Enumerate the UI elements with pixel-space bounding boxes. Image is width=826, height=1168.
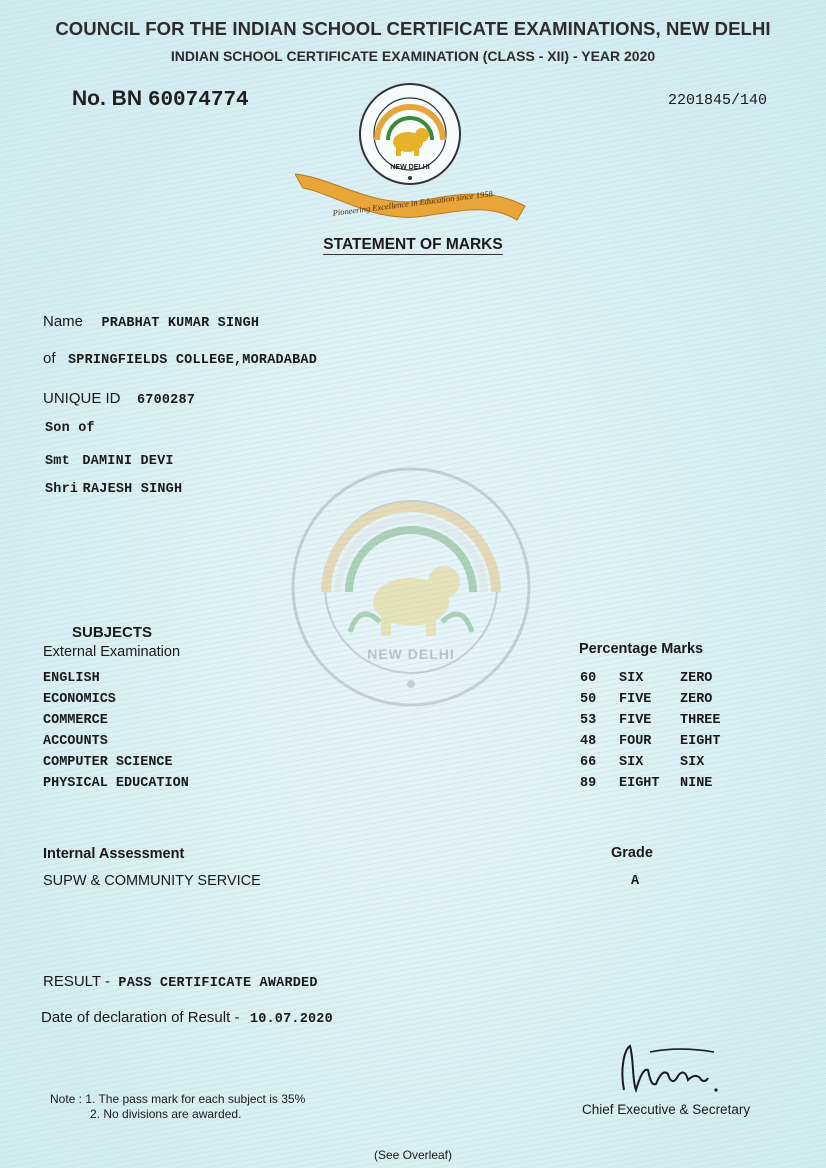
uid-row bbox=[43, 390, 195, 408]
relation-label: Son of bbox=[45, 421, 95, 436]
reference-number: 2201845/140 bbox=[668, 92, 768, 109]
marks-words-units: ZERO bbox=[680, 671, 713, 686]
subject-name: ACCOUNTS bbox=[43, 734, 108, 749]
marks-words-tens: SIX bbox=[619, 755, 644, 770]
candidate-name: PRABHAT KUMAR SINGH bbox=[101, 316, 260, 331]
father-name: RAJESH SINGH bbox=[82, 482, 183, 497]
grade-heading: Grade bbox=[611, 845, 653, 861]
uid-label: UNIQUE ID bbox=[43, 390, 121, 407]
marks-words-tens: FIVE bbox=[619, 692, 652, 707]
marks-words-units: NINE bbox=[680, 776, 713, 791]
supw-grade: A bbox=[631, 874, 640, 889]
logo-ribbon-text: Pioneering Excellence in Education since 1958 bbox=[332, 188, 494, 218]
subject-name: COMPUTER SCIENCE bbox=[43, 755, 173, 770]
council-title: COUNCIL FOR THE INDIAN SCHOOL CERTIFICATE EXAMINATIONS, NEW DELHI bbox=[55, 18, 771, 39]
result-label: RESULT - bbox=[43, 973, 110, 990]
father-prefix: Shri bbox=[45, 482, 79, 497]
signatory-title: Chief Executive & Secretary bbox=[582, 1102, 751, 1117]
declaration-label: Date of declaration of Result - bbox=[41, 1009, 240, 1026]
statement-title bbox=[0, 236, 826, 254]
subject-name: PHYSICAL EDUCATION bbox=[43, 776, 189, 791]
subject-marks: 60 bbox=[580, 671, 597, 686]
name-row bbox=[43, 313, 259, 331]
uid-value: 6700287 bbox=[136, 393, 196, 408]
result-value: PASS CERTIFICATE AWARDED bbox=[118, 976, 318, 991]
subject-marks: 89 bbox=[580, 776, 597, 791]
subject-name: COMMERCE bbox=[43, 713, 108, 728]
watermark-emblem bbox=[286, 462, 536, 712]
subject-name: ENGLISH bbox=[43, 671, 100, 686]
mother-prefix: Smt bbox=[45, 454, 70, 469]
subject-marks: 50 bbox=[580, 692, 597, 707]
marks-words-units: EIGHT bbox=[680, 734, 721, 749]
certificate-number bbox=[72, 87, 249, 112]
declaration-row bbox=[41, 1009, 333, 1027]
logo-city: NEW DELHI bbox=[390, 164, 430, 171]
marks-words-tens: SIX bbox=[619, 671, 644, 686]
watermark-city: NEW DELHI bbox=[367, 646, 455, 662]
subject-marks: 66 bbox=[580, 755, 597, 770]
of-label: of bbox=[43, 350, 56, 367]
council-logo bbox=[295, 82, 527, 230]
cert-prefix: No. BN bbox=[72, 87, 142, 110]
mother-name: DAMINI DEVI bbox=[82, 454, 174, 469]
result-row bbox=[43, 973, 318, 991]
subject-name: ECONOMICS bbox=[43, 692, 116, 707]
father-row bbox=[45, 479, 182, 497]
marks-words-units: THREE bbox=[680, 713, 721, 728]
percentage-marks-heading: Percentage Marks bbox=[579, 641, 704, 657]
declaration-date: 10.07.2020 bbox=[249, 1012, 333, 1027]
supw-label: SUPW & COMMUNITY SERVICE bbox=[43, 873, 261, 889]
marks-words-units: ZERO bbox=[680, 692, 713, 707]
cert-number-value: 60074774 bbox=[147, 89, 249, 112]
name-label: Name bbox=[43, 313, 84, 330]
marks-words-units: SIX bbox=[680, 755, 705, 770]
school-name: SPRINGFIELDS COLLEGE,MORADABAD bbox=[67, 353, 318, 368]
see-overleaf: (See Overleaf) bbox=[373, 1148, 453, 1162]
signature-image bbox=[610, 1040, 730, 1096]
subject-marks: 48 bbox=[580, 734, 597, 749]
marks-words-tens: EIGHT bbox=[619, 776, 660, 791]
school-row bbox=[43, 350, 317, 368]
subject-marks: 53 bbox=[580, 713, 597, 728]
subjects-heading: SUBJECTS bbox=[72, 624, 153, 641]
marks-words-tens: FOUR bbox=[619, 734, 652, 749]
note-line-2: 2. No divisions are awarded. bbox=[90, 1107, 242, 1121]
statement-title-text: STATEMENT OF MARKS bbox=[323, 236, 503, 253]
external-exam-label: External Examination bbox=[43, 644, 181, 660]
note-line-1: Note : 1. The pass mark for each subject is 35% bbox=[50, 1092, 306, 1106]
internal-assessment-heading: Internal Assessment bbox=[43, 846, 185, 862]
marks-words-tens: FIVE bbox=[619, 713, 652, 728]
mother-row bbox=[45, 451, 174, 469]
exam-title: INDIAN SCHOOL CERTIFICATE EXAMINATION (CLASS - XII) - YEAR 2020 bbox=[170, 48, 656, 64]
